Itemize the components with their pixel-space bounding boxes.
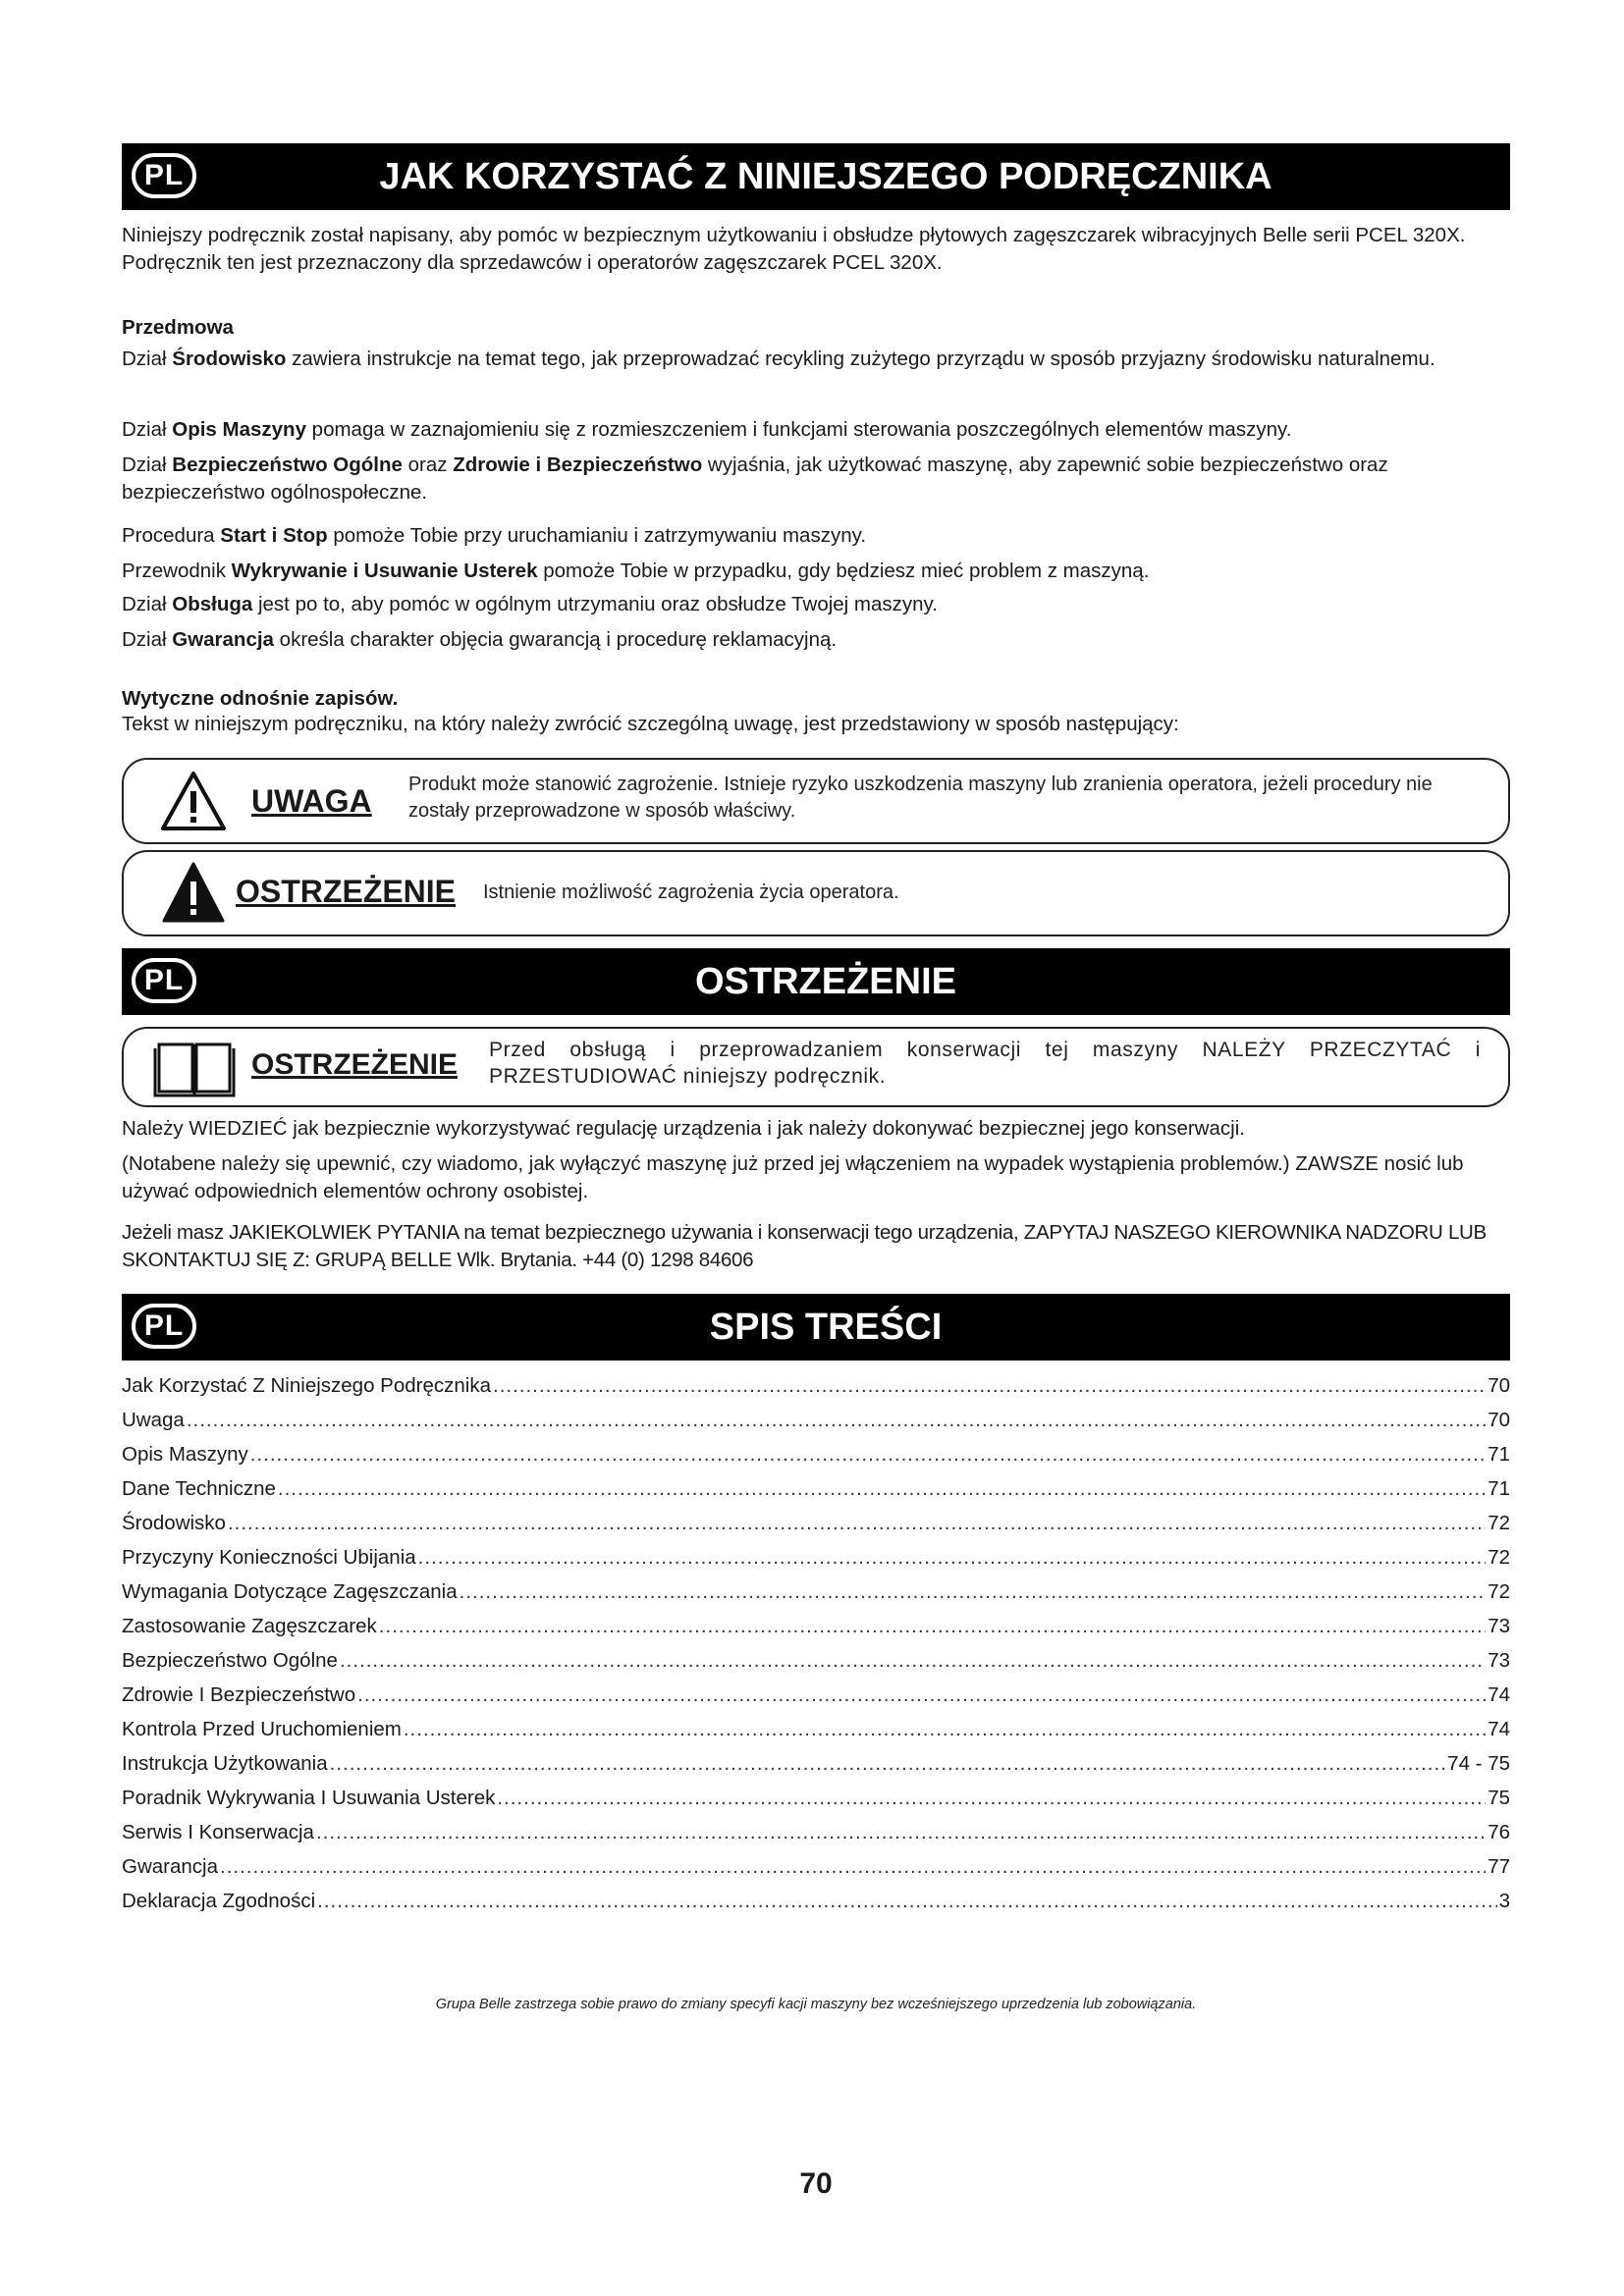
section-banner-warning — [122, 948, 1510, 1015]
intro-paragraph: Niniejszy podręcznik został napisany, aby pomóc w bezpiecznym użytkowaniu i obsłudze płytowych zagęszczarek wibracyjnych Belle serii PCEL 320X. Podręcznik ten jest przeznaczony dla sprzedawców i operatorów zagęszczarek PCEL 320X. — [122, 224, 1466, 274]
toc-entry-page: 77 — [1488, 1855, 1510, 1878]
pl-language-badge: PL — [132, 958, 196, 1003]
toc-entry[interactable] — [122, 1409, 1510, 1443]
toc-entry[interactable] — [122, 1649, 1510, 1683]
toc-entry-page: 70 — [1488, 1374, 1510, 1397]
toc-entry-page: 74 - 75 — [1447, 1752, 1510, 1775]
warning-box — [122, 850, 1510, 936]
toc-entry-page: 72 — [1488, 1512, 1510, 1534]
caution-box — [122, 758, 1510, 844]
toc-entry[interactable] — [122, 1512, 1510, 1546]
section-banner-how-to-use — [122, 143, 1510, 210]
toc-entry-title: Gwarancja — [122, 1855, 218, 1878]
toc-entry[interactable] — [122, 1752, 1510, 1787]
section-title: SPIS TREŚCI — [709, 1307, 943, 1348]
table-of-contents — [122, 1374, 1510, 1924]
section-title: OSTRZEŻENIE — [694, 961, 957, 1002]
toc-entry-page: 72 — [1488, 1546, 1510, 1569]
preface-item-machine-description: Dział Opis Maszyny pomaga w zaznajomieniu się z rozmieszczeniem i funkcjami sterowania poszczególnych elementów maszyny. — [122, 418, 1292, 441]
pl-language-badge: PL — [132, 153, 196, 198]
toc-entry[interactable] — [122, 1787, 1510, 1821]
page-number: 70 — [799, 2167, 833, 2200]
toc-entry[interactable] — [122, 1683, 1510, 1718]
disclaimer-note: Grupa Belle zastrzega sobie prawo do zmiany specyfi kacji maszyny bez wcześniejszego uprzedzenia lub zobowiązania. — [435, 1997, 1197, 2012]
section-banner-contents — [122, 1294, 1510, 1361]
toc-entry-page: 75 — [1488, 1787, 1510, 1809]
toc-entry[interactable] — [122, 1855, 1510, 1890]
toc-entry-title: Deklaracja Zgodności — [122, 1890, 316, 1912]
toc-entry-title: Serwis I Konserwacja — [122, 1821, 314, 1843]
toc-entry-title: Dane Techniczne — [122, 1477, 276, 1500]
toc-entry[interactable] — [122, 1580, 1510, 1615]
toc-entry[interactable] — [122, 1890, 1510, 1924]
warning-paragraph-2: (Notabene należy się upewnić, czy wiadomo, jak wyłączyć maszynę już przed jej włączeniem na wypadek wystąpienia problemów.) ZAWSZE nosić lub używać odpowiednich elementów ochrony osobistej. — [122, 1152, 1464, 1202]
toc-entry-page: 74 — [1488, 1683, 1510, 1706]
guidelines-heading: Wytyczne odnośnie zapisów. — [122, 687, 399, 710]
toc-entry-title: Bezpieczeństwo Ogólne — [122, 1649, 338, 1672]
toc-entry-page: 71 — [1488, 1443, 1510, 1466]
read-manual-label: OSTRZEŻENIE — [251, 1048, 459, 1081]
toc-entry-title: Przyczyny Konieczności Ubijania — [122, 1546, 416, 1569]
read-manual-text: Przed obsługą i przeprowadzaniem konserwacji tej maszyny NALEŻY PRZECZYTAĆ i PRZESTUDIOWAĆ niniejszy podręcznik. — [489, 1039, 1481, 1088]
toc-entry-page: 76 — [1488, 1821, 1510, 1843]
open-book-icon — [153, 1039, 236, 1097]
toc-entry[interactable] — [122, 1477, 1510, 1512]
toc-entry-title: Środowisko — [122, 1512, 226, 1534]
toc-entry-page: 74 — [1488, 1718, 1510, 1740]
toc-entry-title: Zdrowie I Bezpieczeństwo — [122, 1683, 356, 1706]
warning-label: OSTRZEŻENIE — [236, 874, 457, 909]
read-manual-box — [122, 1027, 1510, 1107]
toc-entry-page: 73 — [1488, 1615, 1510, 1637]
warning-paragraph-1: Należy WIEDZIEĆ jak bezpiecznie wykorzystywać regulację urządzenia i jak należy dokonywać bezpiecznej jego konserwacji. — [122, 1117, 1245, 1140]
preface-item-troubleshooting: Przewodnik Wykrywanie i Usuwanie Usterek pomoże Tobie w przypadku, gdy będziesz mieć problem z maszyną. — [122, 560, 1150, 582]
toc-entry[interactable] — [122, 1443, 1510, 1477]
preface-item-start-stop: Procedura Start i Stop pomoże Tobie przy uruchamianiu i zatrzymywaniu maszyny. — [122, 524, 867, 547]
caution-label: UWAGA — [251, 783, 372, 819]
toc-entry[interactable] — [122, 1546, 1510, 1580]
toc-entry-page: 3 — [1498, 1890, 1510, 1912]
toc-entry[interactable] — [122, 1374, 1510, 1409]
preface-item-safety: Dział Bezpieczeństwo Ogólne oraz Zdrowie i Bezpieczeństwo wyjaśnia, jak użytkować maszynę, aby zapewnić sobie bezpieczeństwo oraz bezpieczeństwo ogólnospołeczne. — [122, 454, 1388, 504]
toc-entry-title: Zastosowanie Zagęszczarek — [122, 1615, 377, 1637]
toc-entry-title: Wymagania Dotyczące Zagęszczania — [122, 1580, 458, 1603]
toc-entry-title: Poradnik Wykrywania I Usuwania Usterek — [122, 1787, 496, 1809]
toc-entry-title: Kontrola Przed Uruchomieniem — [122, 1718, 402, 1740]
toc-entry-title: Opis Maszyny — [122, 1443, 248, 1466]
toc-entry[interactable] — [122, 1615, 1510, 1649]
preface-item-environment: Dział Środowisko zawiera instrukcje na temat tego, jak przeprowadzać recykling zużytego przyrządu w sposób przyjazny środowisku naturalnemu. — [122, 347, 1435, 370]
section-title: JAK KORZYSTAĆ Z NINIEJSZEGO PODRĘCZNIKA — [379, 156, 1272, 197]
pl-language-badge: PL — [132, 1304, 196, 1349]
toc-entry-page: 71 — [1488, 1477, 1510, 1500]
warning-paragraph-3: Jeżeli masz JAKIEKOLWIEK PYTANIA na temat bezpiecznego używania i konserwacji tego urządzenia, ZAPYTAJ NASZEGO KIEROWNIKA NADZORU LUB SKONTAKTUJ SIĘ Z: GRUPĄ BELLE Wlk. Brytania. +44 (0) 1298 84606 — [122, 1221, 1487, 1271]
guidelines-text: Tekst w niniejszym podręczniku, na który należy zwrócić szczególną uwagę, jest przedstawiony w sposób następujący: — [122, 713, 1179, 735]
caution-text: Produkt może stanowić zagrożenie. Istnieje ryzyko uszkodzenia maszyny lub zranienia operatora, jeżeli procedury nie zostały przeprowadzone w sposób właściwy. — [408, 774, 1433, 822]
preface-item-service: Dział Obsługa jest po to, aby pomóc w ogólnym utrzymaniu oraz obsłudze Twojej maszyny. — [122, 593, 938, 615]
toc-entry[interactable] — [122, 1718, 1510, 1752]
preface-heading: Przedmowa — [122, 316, 234, 339]
toc-entry-page: 72 — [1488, 1580, 1510, 1603]
toc-entry[interactable] — [122, 1821, 1510, 1855]
toc-entry-page: 70 — [1488, 1409, 1510, 1431]
toc-entry-title: Instrukcja Użytkowania — [122, 1752, 328, 1775]
toc-entry-title: Uwaga — [122, 1409, 185, 1431]
warning-triangle-outline-icon — [159, 770, 228, 832]
toc-entry-title: Jak Korzystać Z Niniejszego Podręcznika — [122, 1374, 491, 1397]
preface-item-warranty: Dział Gwarancja określa charakter objęcia gwarancją i procedurę reklamacyjną. — [122, 628, 838, 651]
warning-triangle-filled-icon — [161, 860, 226, 925]
warning-text: Istnienie możliwość zagrożenia życia operatora. — [483, 881, 899, 903]
toc-entry-page: 73 — [1488, 1649, 1510, 1672]
